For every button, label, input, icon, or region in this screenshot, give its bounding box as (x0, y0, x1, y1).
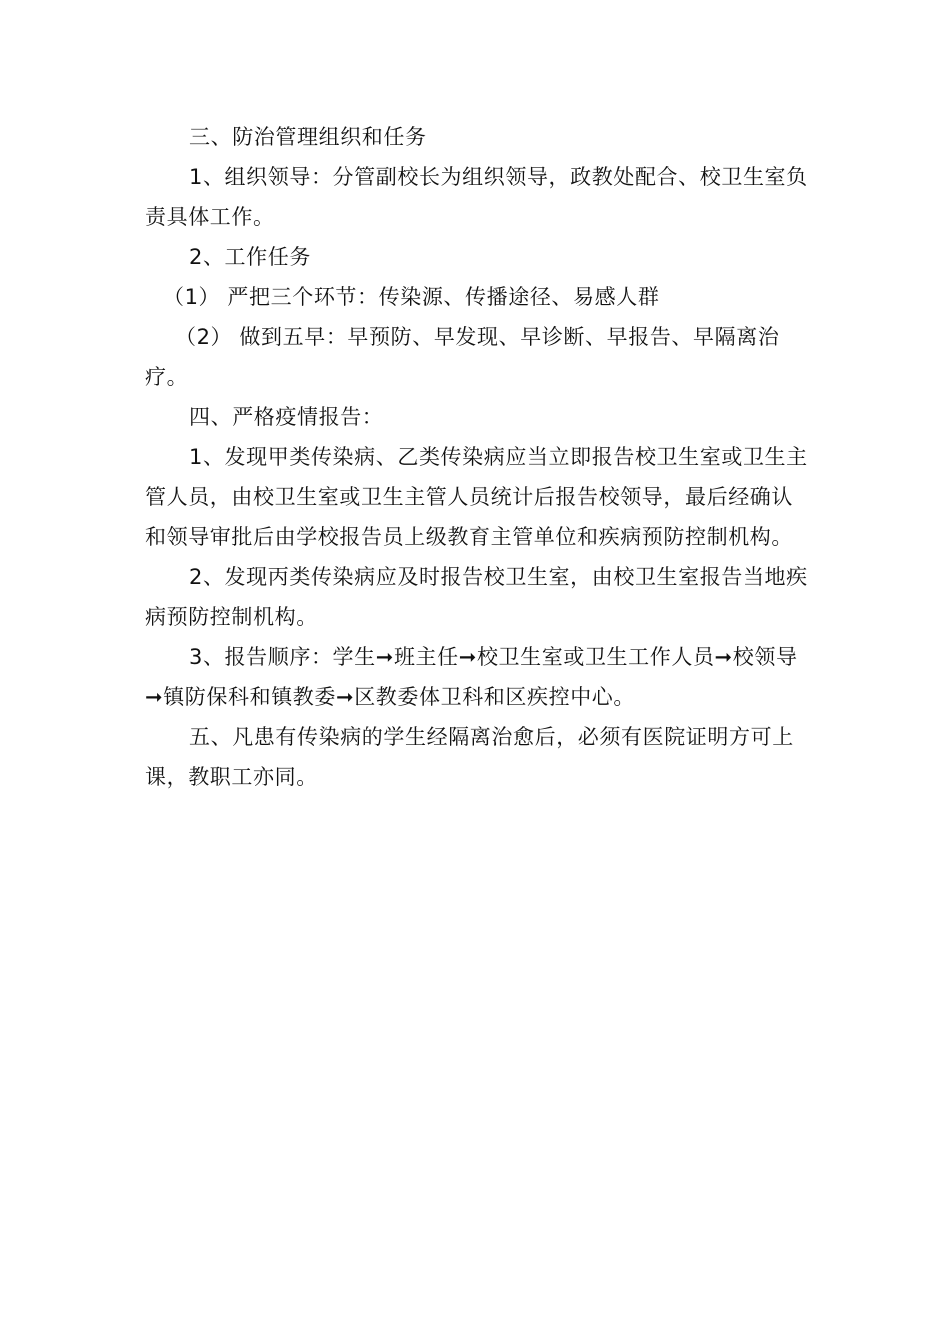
paragraph-report-2: 2、发现丙类传染病应及时报告校卫生室，由校卫生室报告当地疾病预防控制机构。 (145, 565, 808, 629)
list-item-1: （1） 严把三个环节：传染源、传播途径、易感人群 (163, 285, 660, 309)
paragraph-report-order: 3、报告顺序：学生➞班主任➞校卫生室或卫生工作人员➞校领导➞镇防保科和镇教委➞区教委体卫科和区疾控中心。 (145, 645, 798, 709)
section-heading-4: 四、严格疫情报告： (189, 405, 384, 429)
section-heading-3: 三、防治管理组织和任务 (189, 125, 427, 149)
document-body (145, 117, 813, 797)
list-item-2: （2） 做到五早：早预防、早发现、早诊断、早报告、早隔离治疗。 (145, 325, 780, 389)
paragraph-organization: 1、组织领导：分管副校长为组织领导，政教处配合、校卫生室负责具体工作。 (145, 165, 808, 229)
paragraph-tasks-heading: 2、工作任务 (189, 245, 311, 269)
section-heading-5: 五、凡患有传染病的学生经隔离治愈后，必须有医院证明方可上课，教职工亦同。 (145, 725, 794, 789)
paragraph-report-1: 1、发现甲类传染病、乙类传染病应当立即报告校卫生室或卫生主管人员，由校卫生室或卫生主管人员统计后报告校领导，最后经确认和领导审批后由学校报告员上级教育主管单位和疾病预防控制机构。 (145, 445, 808, 549)
